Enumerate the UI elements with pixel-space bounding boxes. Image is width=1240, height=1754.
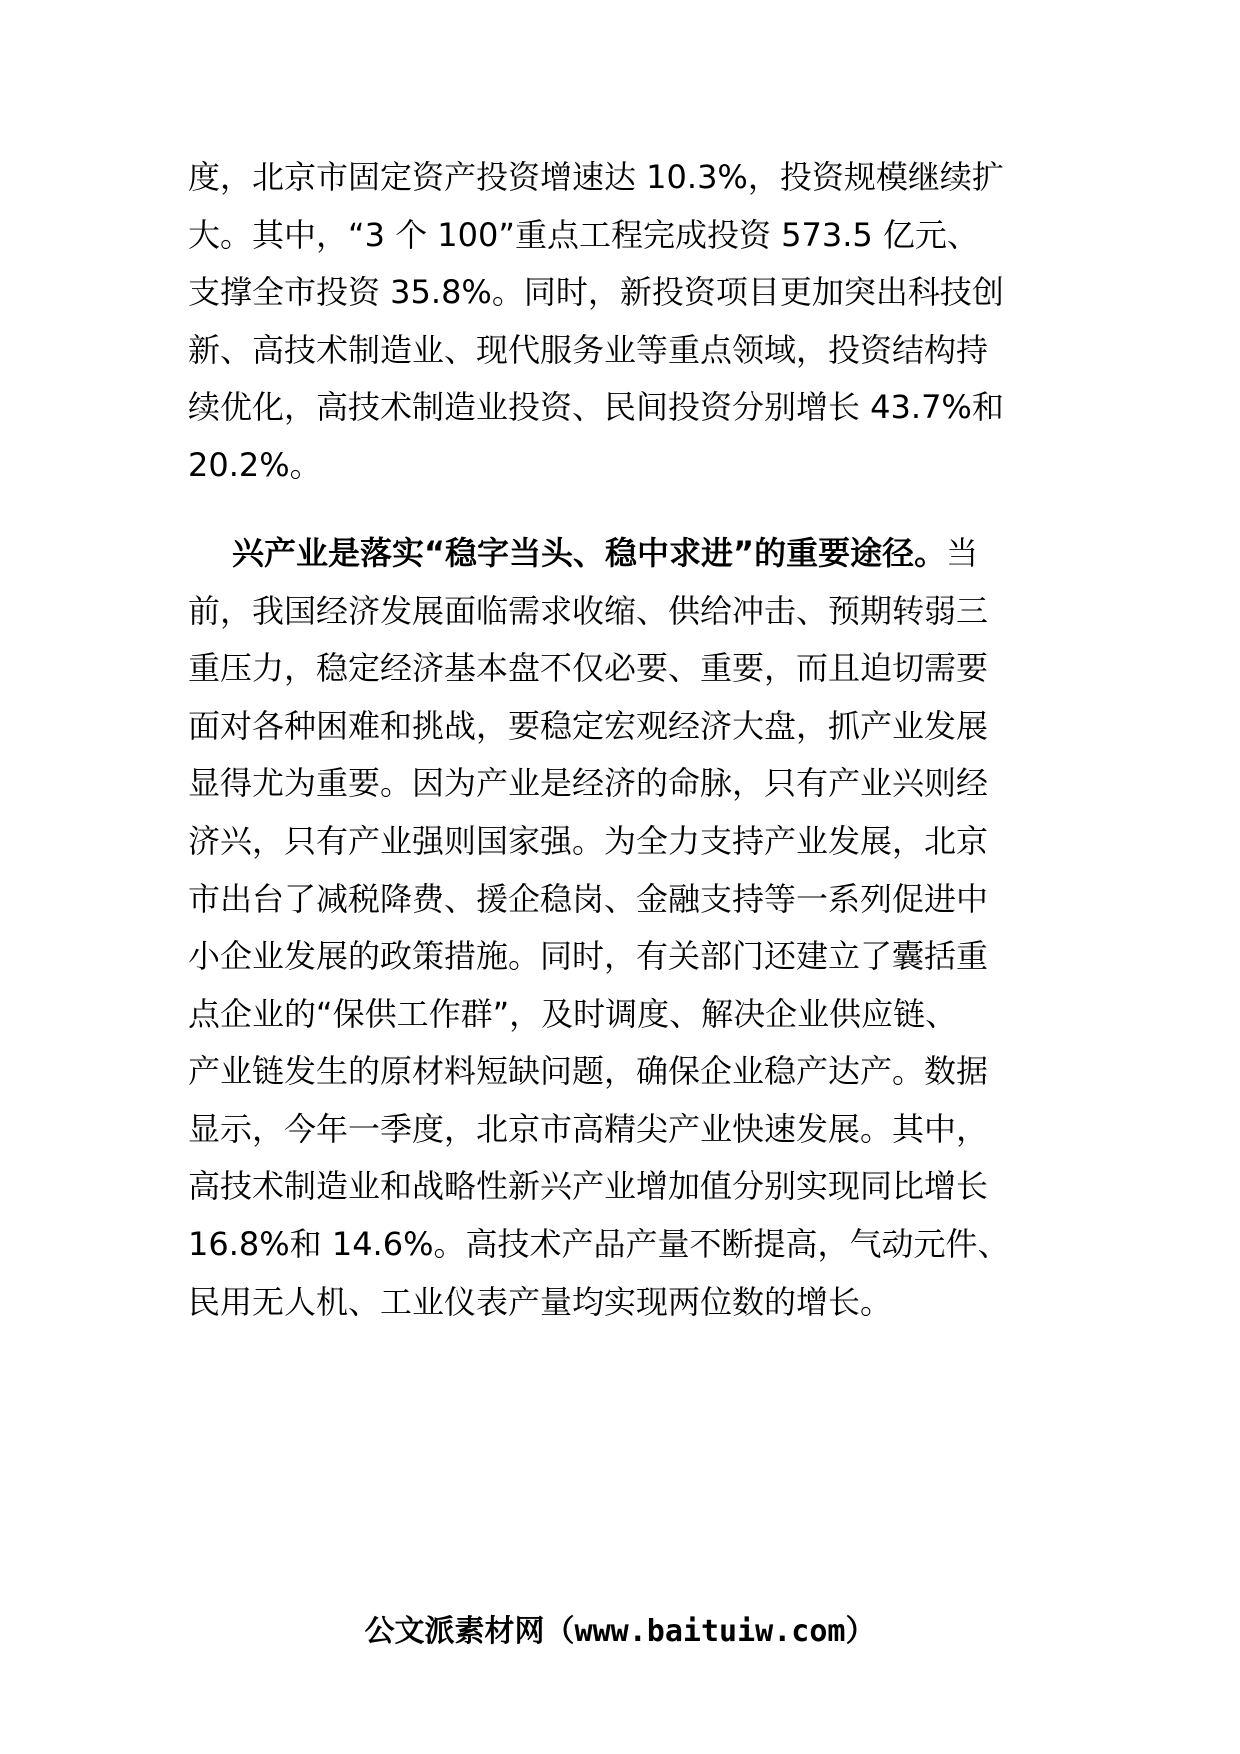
paragraph-line: 显得尤为重要。因为产业是经济的命脉，只有产业兴则经 — [188, 764, 989, 802]
paragraph-line: 支撑全市投资 35.8%。同时，新投资项目更加突出科技创 — [188, 273, 1004, 311]
paragraph-line: 高技术制造业和战略性新兴产业增加值分别实现同比增长 — [188, 1167, 989, 1205]
paragraph-line: 16.8%和 14.6%。高技术产品产量不断提高，气动元件、 — [188, 1225, 1010, 1263]
paragraph-line: 前，我国经济发展面临需求收缩、供给冲击、预期转弱三 — [188, 592, 989, 630]
paragraph-line: 显示，今年一季度，北京市高精尖产业快速发展。其中， — [188, 1110, 989, 1148]
footer-url: www.baituiw.com — [574, 1614, 846, 1649]
paragraph-line: 重压力，稳定经济基本盘不仅必要、重要，而且迫切需要 — [188, 649, 989, 687]
paragraph-line: 续优化，高技术制造业投资、民间投资分别增长 43.7%和 — [188, 388, 1004, 426]
paragraph-line: 度，北京市固定资产投资增速达 10.3%，投资规模继续扩 — [188, 158, 1004, 196]
paragraph-line: 济兴，只有产业强则国家强。为全力支持产业发展，北京 — [188, 822, 989, 860]
paragraph-line: 民用无人机、工业仪表产量均实现两位数的增长。 — [188, 1283, 893, 1321]
footer-close-paren: ） — [845, 1614, 876, 1649]
paragraph-line: 大。其中，“3 个 100”重点工程完成投资 573.5 亿元、 — [188, 216, 979, 254]
paragraph-line: 小企业发展的政策措施。同时，有关部门还建立了囊括重 — [188, 937, 989, 975]
paragraph-line: 面对各种困难和挑战，要稳定宏观经济大盘，抓产业发展 — [188, 707, 989, 745]
paragraph-lead-line — [232, 533, 978, 573]
paragraph-line: 点企业的“保供工作群”，及时调度、解决企业供应链、 — [188, 995, 958, 1033]
paragraph-line: 市出台了减税降费、援企稳岗、金融支持等一系列促进中 — [188, 880, 989, 918]
paragraph-lead-rest: 当 — [946, 534, 979, 572]
footer-site-name: 公文派素材网 — [364, 1614, 545, 1649]
footer-open-paren: （ — [544, 1614, 575, 1649]
paragraph-line: 新、高技术制造业、现代服务业等重点领域，投资结构持 — [188, 331, 989, 369]
paragraph-lead-bold: 兴产业是落实“稳字当头、稳中求进”的重要途径。 — [232, 534, 947, 572]
paragraph-line: 20.2%。 — [188, 446, 322, 484]
footer-watermark — [0, 1612, 1240, 1652]
paragraph-line: 产业链发生的原材料短缺问题，确保企业稳产达产。数据 — [188, 1052, 989, 1090]
